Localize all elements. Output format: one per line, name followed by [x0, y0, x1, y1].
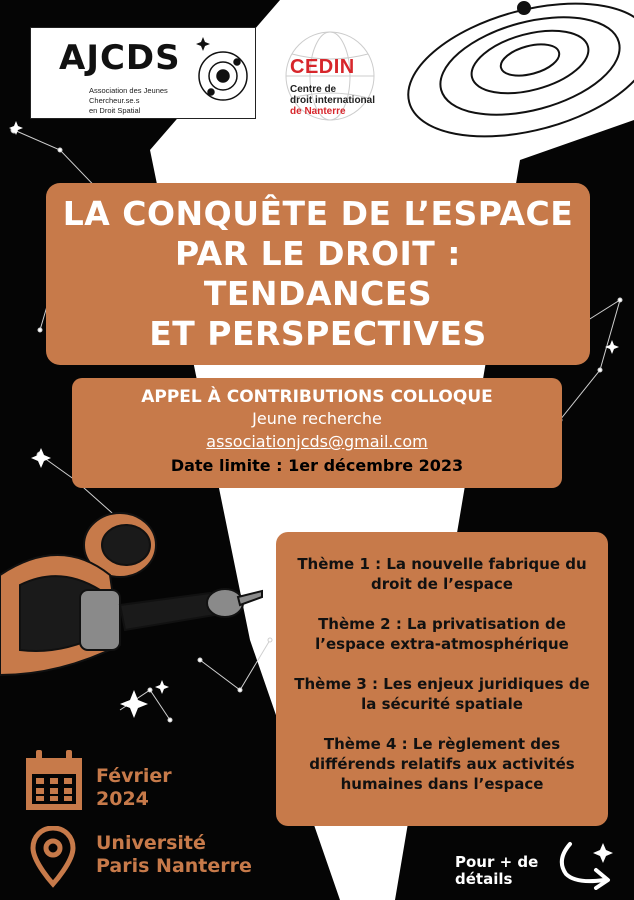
- ajcds-logo-text: AJCDS: [59, 38, 181, 78]
- cedin-logo: [282, 30, 412, 122]
- theme-line: différends relatifs aux activités: [309, 755, 575, 773]
- event-venue: [96, 832, 252, 878]
- details-line: Pour + de: [455, 853, 539, 871]
- theme-line: droit de l’espace: [371, 575, 513, 593]
- call-for-papers-box: [72, 378, 562, 488]
- deadline-text: Date limite : 1er décembre 2023: [170, 456, 464, 475]
- cedin-subtitle-line: Centre de: [290, 84, 337, 95]
- ajcds-subtitle-line: en Droit Spatial: [89, 106, 141, 115]
- theme-line: Thème 3 : Les enjeux juridiques de: [294, 675, 590, 693]
- location-pin-icon: [30, 826, 76, 888]
- ajcds-logo: [30, 27, 256, 119]
- planet-orbit-icon: [193, 36, 249, 112]
- theme-line: humaines dans l’espace: [340, 775, 544, 793]
- astronaut-illustration: [0, 505, 270, 705]
- cedin-subtitle-line: droit international: [290, 95, 375, 106]
- details-line: détails: [455, 870, 513, 888]
- more-details-link[interactable]: [455, 854, 538, 888]
- theme-line: l’espace extra-atmosphérique: [315, 635, 569, 653]
- cedin-logo-subtitle: [290, 84, 415, 117]
- theme-line: la sécurité spatiale: [361, 695, 523, 713]
- title-box: [46, 183, 590, 365]
- poster-title: [46, 194, 590, 354]
- theme-item: [276, 554, 608, 594]
- call-subheading: Jeune recherche: [252, 409, 382, 428]
- curved-arrow-icon[interactable]: [554, 840, 616, 890]
- event-month: Février: [96, 765, 172, 787]
- event-date: [96, 765, 172, 811]
- theme-item: [276, 674, 608, 714]
- cedin-logo-text: CEDIN: [290, 56, 355, 78]
- venue-line: Université: [96, 832, 206, 854]
- cedin-subtitle-line: de Nanterre: [290, 106, 346, 117]
- theme-item: [276, 734, 608, 794]
- theme-line: Thème 1 : La nouvelle fabrique du: [297, 555, 587, 573]
- call-heading: APPEL À CONTRIBUTIONS COLLOQUE: [141, 387, 493, 407]
- title-line: PAR LE DROIT : TENDANCES: [175, 234, 461, 313]
- theme-line: Thème 4 : Le règlement des: [323, 735, 561, 753]
- ajcds-subtitle-line: Association des Jeunes Chercheur.se.s: [89, 86, 168, 105]
- themes-box: [276, 532, 608, 826]
- theme-line: Thème 2 : La privatisation de: [318, 615, 566, 633]
- event-year: 2024: [96, 788, 149, 810]
- calendar-icon: [24, 750, 84, 812]
- theme-item: [276, 614, 608, 654]
- title-line: ET PERSPECTIVES: [149, 314, 487, 353]
- venue-line: Paris Nanterre: [96, 855, 252, 877]
- contact-email-link[interactable]: associationjcds@gmail.com: [206, 432, 428, 451]
- title-line: LA CONQUÊTE DE L’ESPACE: [62, 194, 574, 233]
